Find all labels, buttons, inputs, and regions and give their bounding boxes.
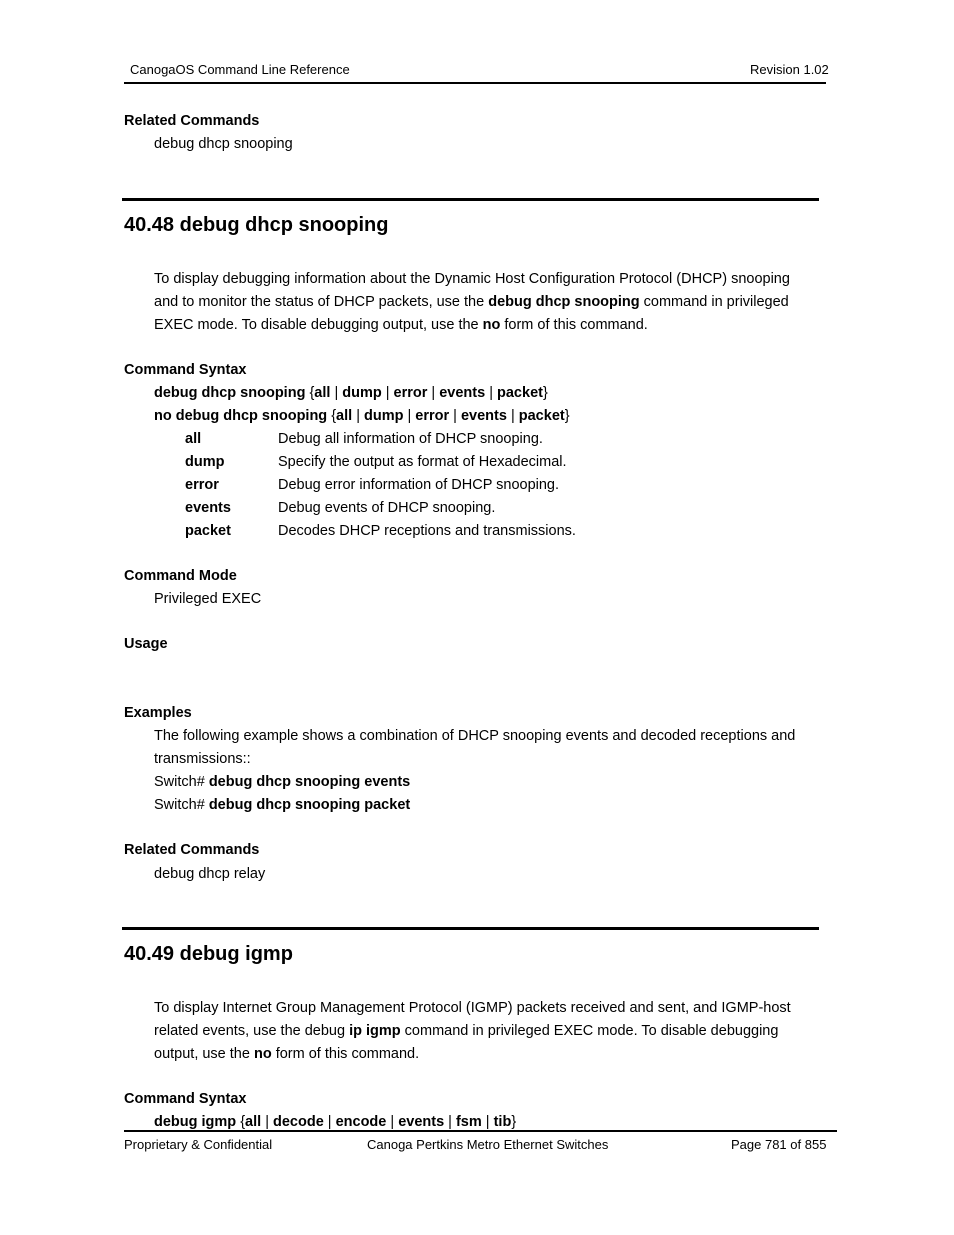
- footer-rule: [124, 1130, 837, 1132]
- description-line: and to monitor the status of DHCP packets, use the debug dhcp snooping command in privileged: [154, 294, 789, 310]
- example-text: transmissions::: [154, 751, 251, 767]
- section-title: 40.49 debug igmp: [124, 943, 293, 965]
- param-desc: Specify the output as format of Hexadecimal.: [278, 454, 567, 470]
- header-revision: Revision 1.02: [750, 62, 829, 77]
- param-name: error: [185, 477, 219, 493]
- related-command-item: debug dhcp snooping: [154, 136, 293, 152]
- section-title: 40.48 debug dhcp snooping: [124, 214, 389, 236]
- param-desc: Debug events of DHCP snooping.: [278, 500, 496, 516]
- command-mode-value: Privileged EXEC: [154, 591, 262, 607]
- command-syntax-label: Command Syntax: [124, 362, 247, 378]
- syntax-line: debug igmp {all | decode | encode | events | fsm | tib}: [154, 1114, 517, 1130]
- footer-product: Canoga Pertkins Metro Ethernet Switches: [367, 1137, 609, 1152]
- command-syntax-label: Command Syntax: [124, 1091, 247, 1107]
- example-command: Switch# debug dhcp snooping events: [154, 774, 411, 790]
- syntax-line: debug dhcp snooping {all | dump | error | events | packet}: [154, 385, 548, 401]
- section-rule: [122, 927, 819, 930]
- command-mode-label: Command Mode: [124, 568, 237, 584]
- header-doc-title: CanogaOS Command Line Reference: [130, 62, 350, 77]
- param-desc: Debug all information of DHCP snooping.: [278, 431, 543, 447]
- example-command: Switch# debug dhcp snooping packet: [154, 797, 411, 813]
- description-line: To display debugging information about the Dynamic Host Configuration Protocol (DHCP) snooping: [154, 271, 790, 287]
- param-name: all: [185, 431, 202, 447]
- header-rule: [124, 82, 826, 84]
- syntax-line: no debug dhcp snooping {all | dump | error | events | packet}: [154, 408, 570, 424]
- examples-label: Examples: [124, 705, 192, 721]
- description-line: EXEC mode. To disable debugging output, use the no form of this command.: [154, 317, 648, 333]
- example-text: The following example shows a combination of DHCP snooping events and decoded receptions and: [154, 728, 796, 744]
- usage-label: Usage: [124, 636, 168, 652]
- param-name: dump: [185, 454, 225, 470]
- related-commands-label: Related Commands: [124, 842, 260, 858]
- footer-page-number: Page 781 of 855: [731, 1137, 827, 1152]
- param-name: packet: [185, 523, 231, 539]
- param-desc: Decodes DHCP receptions and transmissions.: [278, 523, 576, 539]
- related-command-item: debug dhcp relay: [154, 866, 266, 882]
- description-line: To display Internet Group Management Protocol (IGMP) packets received and sent, and IGMP-host: [154, 1000, 791, 1016]
- description-line: output, use the no form of this command.: [154, 1046, 420, 1062]
- footer-confidential: Proprietary & Confidential: [124, 1137, 273, 1152]
- section-rule: [122, 198, 819, 201]
- param-name: events: [185, 500, 231, 516]
- related-commands-label: Related Commands: [124, 113, 260, 129]
- param-desc: Debug error information of DHCP snooping.: [278, 477, 560, 493]
- description-line: related events, use the debug ip igmp command in privileged EXEC mode. To disable debugging: [154, 1023, 779, 1039]
